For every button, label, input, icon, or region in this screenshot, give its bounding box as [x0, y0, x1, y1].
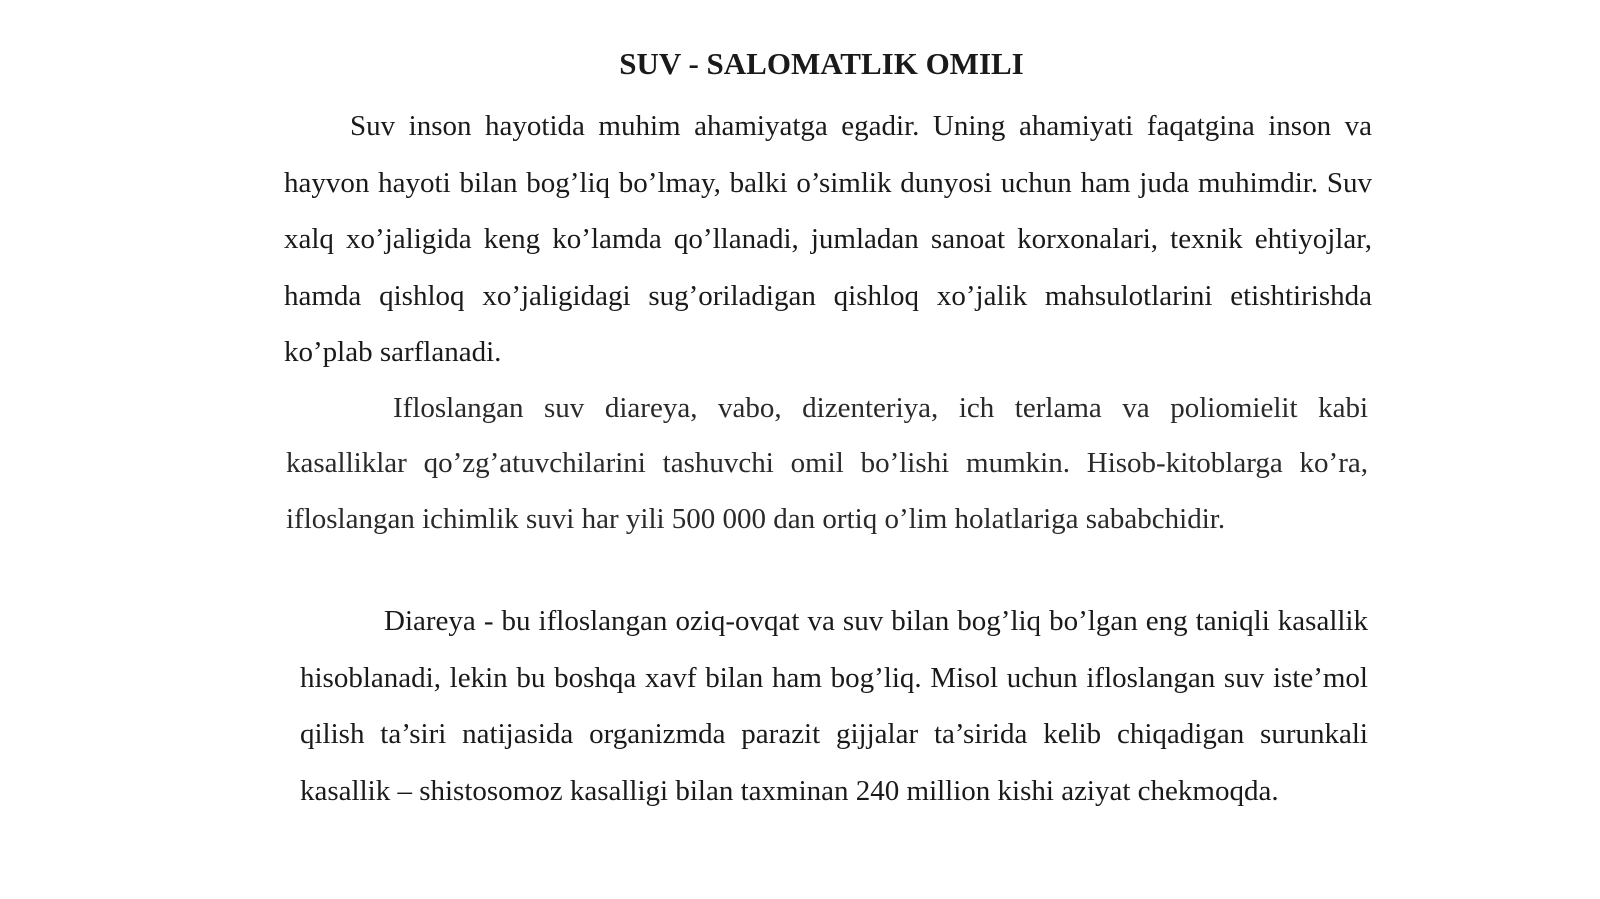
paragraph-3: Diareya - bu ifloslangan oziq-ovqat va suv bilan bog’liq bo’lgan eng taniqli kasallik hisoblanadi, lekin bu boshqa xavf bilan ham bog’liq. Misol uchun ifloslangan suv iste’mol qilish ta’siri natijasida organizmda parazit gijjalar ta’sirida kelib chiqadigan surunkali kasallik – shistosomoz kasalligi bilan taxminan 240 million kishi aziyat chekmoqda. — [300, 605, 1368, 807]
paragraph-2: Ifloslangan suv diareya, vabo, dizenteriya, ich terlama va poliomielit kabi kasalliklar qo’zg’atuvchilarini tashuvchi omil bo’lishi mumkin. Hisob-kitoblarga ko’ra, ifloslangan ichimlik suvi har yili 500 000 dan ortiq o’lim holatlariga sababchidir. — [286, 392, 1368, 535]
document-title: SUV - SALOMATLIK OMILI — [619, 46, 1024, 81]
paragraph-1: Suv inson hayotida muhim ahamiyatga egadir. Uning ahamiyati faqatgina inson va hayvon hayoti bilan bog’liq bo’lmay, balki o’simlik dunyosi uchun ham juda muhimdir. Suv xalq xo’jaligida keng ko’lamda qo’llanadi, jumladan sanoat korxonalari, texnik ehtiyojlar, hamda qishloq xo’jaligidagi sug’oriladigan qishloq xo’jalik mahsulotlarini etishtirishda ko’plab sarflanadi. — [284, 110, 1372, 368]
